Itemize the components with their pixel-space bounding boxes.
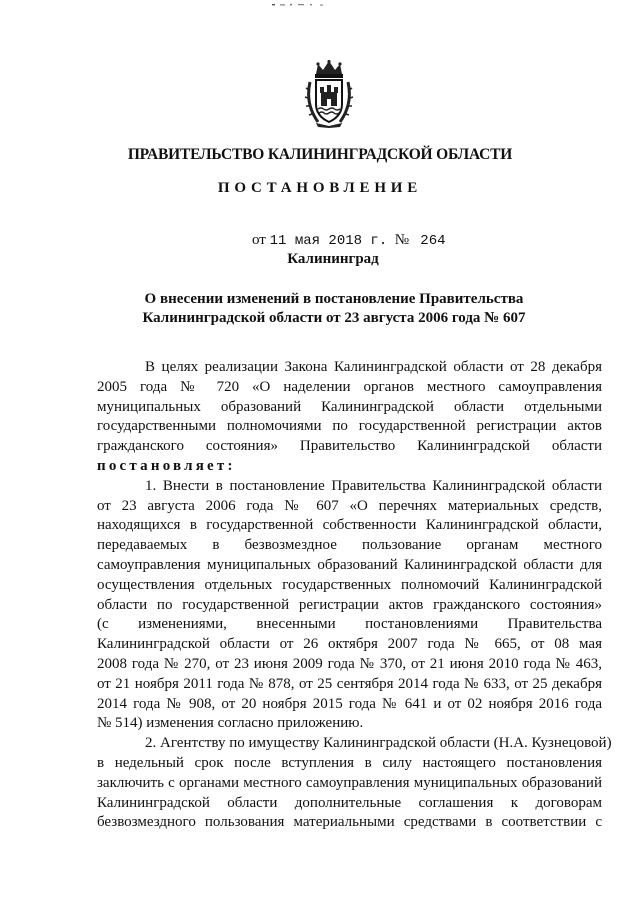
date-prefix: от <box>252 232 266 248</box>
item2-line: безвозмездного пользования материальными средствами в соответствии с <box>97 814 602 831</box>
subject-line: Калининградской области от 23 августа 2006 года № 607 <box>142 310 526 326</box>
number-sign: № <box>394 232 410 248</box>
subject-line: О внесении изменений в постановление Правительства <box>144 291 524 307</box>
item1-line: области по государственной регистрации актов гражданского состояния» <box>97 596 602 613</box>
item1-line: 2008 года № 270, от 23 июня 2009 года № 370, от 21 июня 2010 года № 463, <box>97 655 602 672</box>
document-type-title: ПОСТАНОВЛЕНИЕ <box>217 180 423 196</box>
item1-line: 1. Внести в постановление Правительства Калининградской области <box>145 477 602 494</box>
document-subject <box>0 290 640 328</box>
preamble-line: 2005 года № 720 «О наделении органов местного самоуправления <box>97 378 602 395</box>
item1-line: № 514) изменения согласно приложению. <box>97 715 364 732</box>
item1-line: 2014 года № 908, от 20 ноября 2015 года № 641 и от 02 ноября 2016 года <box>97 695 602 712</box>
item1-line: находящихся в государственной собственности Калининградской области, <box>97 517 602 534</box>
item2-line: 2. Агентству по имуществу Калининградской области (Н.А. Кузнецовой) <box>145 735 612 752</box>
document-number: 264 <box>420 233 446 249</box>
preamble-line: государственными полномочиями по государственной регистрации актов <box>97 418 602 435</box>
decree-word: постановляет: <box>97 457 236 474</box>
item1-line: передаваемых в безвозмездное пользование органам местного <box>97 537 602 554</box>
item1-line: Калининградской области от 26 октября 2007 года № 665, от 08 мая <box>97 636 602 653</box>
item2-line: заключить с органами местного самоуправления муниципальных образований <box>97 774 602 791</box>
date-number-line <box>252 232 446 249</box>
document-date: 11 мая 2018 г. <box>269 233 388 249</box>
item2-line: Калининградской области дополнительные соглашения к договорам <box>97 794 602 811</box>
item1-line: самоуправления муниципальных образований Калининградской области для <box>97 556 602 573</box>
item1-line: осуществления отдельных государственных полномочий Калининградской <box>97 576 602 593</box>
city-name: Калининград <box>287 251 379 267</box>
scan-artifact-marks <box>270 2 330 8</box>
document-body <box>97 358 612 833</box>
preamble-line: В целях реализации Закона Калининградской области от 28 декабря <box>145 359 602 375</box>
preamble-line: гражданского состояния» Правительство Калининградской области <box>97 438 602 455</box>
government-title: ПРАВИТЕЛЬСТВО КАЛИНИНГРАДСКОЙ ОБЛАСТИ <box>127 146 513 163</box>
preamble-line: муниципальных образований Калининградской области отдельными <box>97 398 602 415</box>
coat-of-arms-emblem <box>304 60 354 128</box>
item1-line: (с изменениями, внесенными постановлениями Правительства <box>97 616 602 633</box>
item1-line: от 21 ноября 2011 года № 878, от 25 сентября 2014 года № 633, от 25 декабря <box>97 675 602 692</box>
item1-line: от 23 августа 2006 года № 607 «О перечнях материальных средств, <box>97 497 602 514</box>
item2-line: в недельный срок после вступления в силу настоящего постановления <box>97 754 602 771</box>
